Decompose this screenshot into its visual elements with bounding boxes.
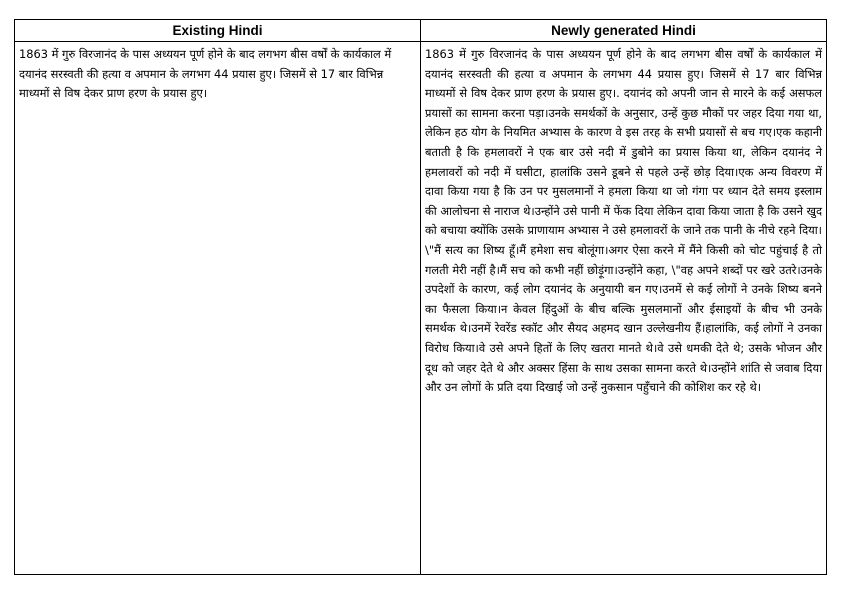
existing-hindi-text: 1863 में गुरु विरजानंद के पास अध्ययन पूर्ण होने के बाद लगभग बीस वर्षों के कार्यकाल में दयानंद सरस्वती की हत्या व अपमान के लगभग 44 प्रयास हुए। जिसमें से 17 बार विभिन्न माध्यमों से विष देकर प्राण हरण के प्रयास हुए। bbox=[19, 47, 392, 101]
content-row bbox=[15, 42, 827, 575]
generated-hindi-text: 1863 में गुरु विरजानंद के पास अध्ययन पूर्ण होने के बाद लगभग बीस वर्षों के कार्यकाल में दयानंद सरस्वती की हत्या व अपमान के लगभग 44 प्रयास हुए। जिसमें से 17 बार विभिन्न माध्यमों से विष देकर प्राण हरण के प्रयास हुए।. दयानंद को अपनी जान से मारने के कई असफल प्रयासों का सामना करना पड़ा।उनके समर्थकों के अनुसार, उन्हें कुछ मौकों पर जहर दिया गया था, लेकिन हठ योग के नियमित अभ्यास के कारण वे इस तरह के सभी प्रयासों से बच गए।एक कहानी बताती है कि हमलावरों ने एक बार उसे नदी में डुबोने का प्रयास किया था, लेकिन दयानंद ने हमलावरों को नदी में घसीटा, हालांकि उसने डूबने से पहले उन्हें छोड़ दिया।एक अन्य विवरण में दावा किया गया है कि उन पर मुसलमानों ने हमला किया था जो गंगा पर ध्यान देते समय इस्लाम की आलोचना से नाराज थे।उन्होंने उसे पानी में फेंक दिया लेकिन दावा किया जाता है कि उसने खुद को बचाया क्योंकि उसके प्राणायाम अभ्यास ने उसे हमलावरों के जाने तक पानी के नीचे रहने दिया।\"मैं सत्य का शिष्य हूँ।मैं हमेशा सच बोलूंगा।अगर ऐसा करने में मैंने किसी को चोट पहुंचाई है तो गलती मेरी नहीं है।मैं सच को कभी नहीं छोड़ूंगा।उन्होंने कहा, \"वह अपने शब्दों पर खरे उतरे।उनके उपदेशों के कारण, कई लोग दयानंद के अनुयायी बन गए।उनमें से कई लोगों ने उनके शिष्य बनने का फैसला किया।न केवल हिंदुओं के बीच बल्कि मुसलमानों और ईसाइयों के बीच भी उनके समर्थक थे।उनमें रेवरेंड स्कॉट और सैयद अहमद खान उल्लेखनीय हैं।हालांकि, कई लोगों ने उनका विरोध किया।वे उसे अपने हितों के लिए खतरा मानते थे।वे उसे धमकी देते थे; उसके भोजन और दूध को जहर देते थे और अक्सर हिंसा के साथ उसका सामना करते थे।उन्होंने शांति से जवाब दिया और उन लोगों के प्रति दया दिखाई जो उन्हें नुकसान पहुँचाने की कोशिश कर रहे थे। bbox=[425, 47, 822, 395]
header-newly-generated-hindi: Newly generated Hindi bbox=[421, 20, 827, 42]
header-existing-hindi: Existing Hindi bbox=[15, 20, 421, 42]
existing-hindi-cell bbox=[15, 42, 421, 575]
header-row bbox=[15, 20, 827, 42]
comparison-table bbox=[14, 19, 827, 575]
generated-hindi-cell bbox=[421, 42, 827, 575]
